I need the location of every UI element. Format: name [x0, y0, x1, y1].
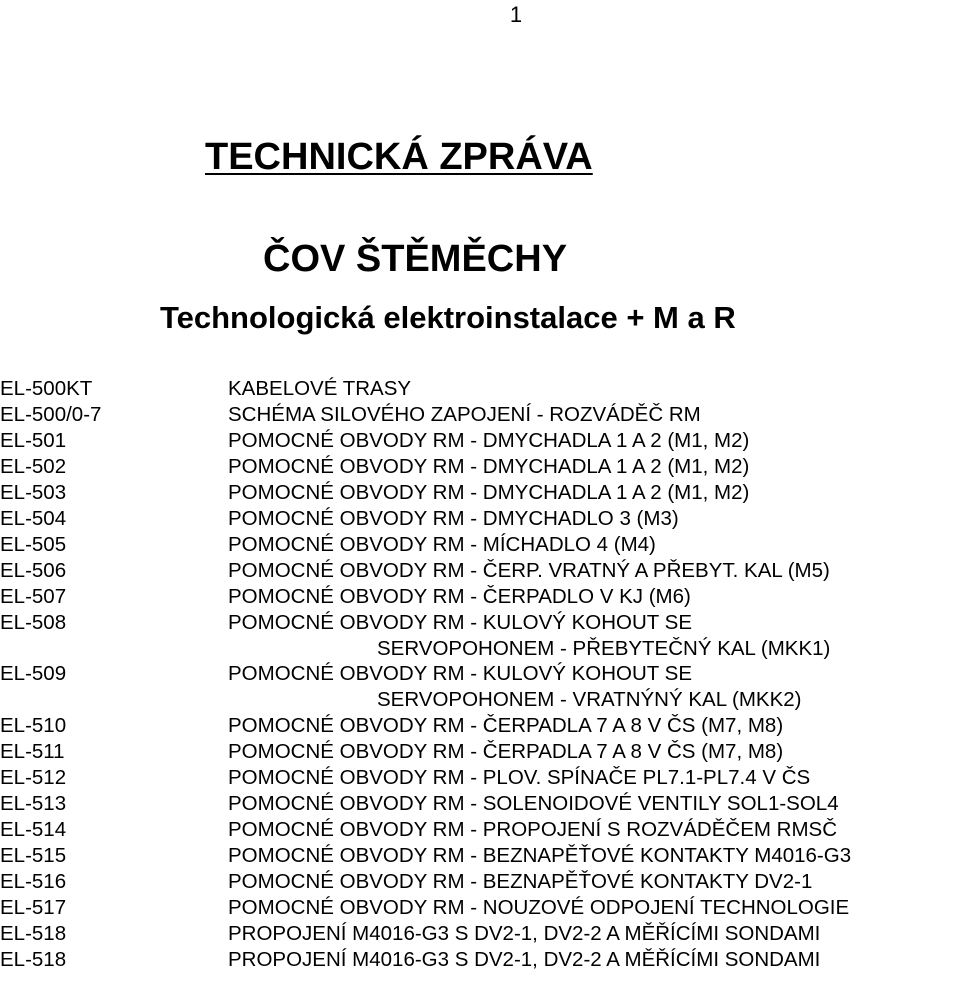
drawing-description [228, 558, 960, 584]
drawing-list [0, 376, 960, 973]
drawing-description-line: POMOCNÉ OBVODY RM - SOLENOIDOVÉ VENTILY SOL1-SOL4 [228, 792, 839, 816]
drawing-row [0, 739, 960, 765]
drawing-description-line: POMOCNÉ OBVODY RM - KULOVÝ KOHOUT SE [228, 662, 692, 686]
drawing-row [0, 765, 960, 791]
drawing-code: EL-517 [0, 896, 67, 920]
project-title: ČOV ŠTĚMĚCHY [263, 238, 568, 280]
drawing-code: EL-511 [0, 740, 65, 764]
drawing-description [228, 739, 960, 765]
drawing-description [228, 765, 960, 791]
drawing-description [228, 402, 960, 428]
drawing-description-line: POMOCNÉ OBVODY RM - BEZNAPĚŤOVÉ KONTAKTY DV2-1 [228, 870, 813, 894]
drawing-row [0, 947, 960, 973]
drawing-row [0, 532, 960, 558]
drawing-description-line: POMOCNÉ OBVODY RM - BEZNAPĚŤOVÉ KONTAKTY M4016-G3 [228, 844, 852, 868]
drawing-row [0, 921, 960, 947]
drawing-description-line: POMOCNÉ OBVODY RM - DMYCHADLO 3 (M3) [228, 506, 679, 530]
drawing-description-line: SCHÉMA SILOVÉHO ZAPOJENÍ - ROZVÁDĚČ RM [228, 402, 701, 426]
drawing-description-line: PROPOJENÍ M4016-G3 S DV2-1, DV2-2 A MĚŘÍCÍMI SONDAMI [228, 922, 821, 946]
drawing-code: EL-510 [0, 714, 67, 738]
drawing-row [0, 428, 960, 454]
drawing-description [228, 921, 960, 947]
drawing-description-line: POMOCNÉ OBVODY RM - ČERP. VRATNÝ A PŘEBYT. KAL (M5) [228, 558, 830, 582]
document-subtitle: Technologická elektroinstalace + M a R [160, 300, 736, 335]
drawing-code: EL-513 [0, 792, 67, 816]
drawing-row [0, 869, 960, 895]
drawing-description-line: POMOCNÉ OBVODY RM - PLOV. SPÍNAČE PL7.1-PL7.4 V ČS [228, 766, 811, 790]
drawing-code: EL-516 [0, 870, 67, 894]
drawing-description [228, 610, 960, 662]
drawing-description-line: POMOCNÉ OBVODY RM - DMYCHADLA 1 A 2 (M1, M2) [228, 428, 750, 452]
drawing-row [0, 843, 960, 869]
drawing-row [0, 817, 960, 843]
drawing-code: EL-508 [0, 610, 67, 634]
drawing-description-line: POMOCNÉ OBVODY RM - PROPOJENÍ S ROZVÁDĚČEM RMSČ [228, 818, 837, 842]
drawing-code: EL-504 [0, 506, 67, 530]
drawing-description-line: POMOCNÉ OBVODY RM - NOUZOVÉ ODPOJENÍ TECHNOLOGIE [228, 896, 850, 920]
drawing-description [228, 869, 960, 895]
drawing-description-line: SERVOPOHONEM - VRATNÝNÝ KAL (MKK2) [377, 688, 802, 712]
drawing-description-line: POMOCNÉ OBVODY RM - KULOVÝ KOHOUT SE [228, 610, 692, 634]
drawing-code: EL-509 [0, 662, 67, 686]
drawing-code: EL-503 [0, 480, 67, 504]
drawing-code: EL-514 [0, 818, 67, 842]
drawing-row [0, 454, 960, 480]
drawing-description [228, 532, 960, 558]
drawing-description-line: POMOCNÉ OBVODY RM - ČERPADLA 7 A 8 V ČS (M7, M8) [228, 740, 784, 764]
drawing-description [228, 584, 960, 610]
drawing-row [0, 610, 960, 662]
drawing-code: EL-502 [0, 454, 67, 478]
drawing-description [228, 376, 960, 402]
drawing-description [228, 428, 960, 454]
drawing-description-line: SERVOPOHONEM - PŘEBYTEČNÝ KAL (MKK1) [377, 636, 831, 660]
drawing-row [0, 402, 960, 428]
document-title: TECHNICKÁ ZPRÁVA [205, 136, 593, 178]
drawing-code: EL-515 [0, 844, 67, 868]
drawing-description [228, 454, 960, 480]
drawing-row [0, 661, 960, 713]
drawing-row [0, 506, 960, 532]
drawing-description-line: PROPOJENÍ M4016-G3 S DV2-1, DV2-2 A MĚŘÍCÍMI SONDAMI [228, 947, 821, 971]
drawing-description [228, 506, 960, 532]
drawing-row [0, 584, 960, 610]
drawing-description-line: POMOCNÉ OBVODY RM - ČERPADLO V KJ (M6) [228, 584, 691, 608]
drawing-code: EL-512 [0, 766, 67, 790]
drawing-code: EL-500KT [0, 377, 93, 400]
drawing-code: EL-501 [0, 428, 67, 452]
drawing-description [228, 713, 960, 739]
page-number: 1 [509, 2, 523, 27]
drawing-row [0, 558, 960, 584]
drawing-row [0, 480, 960, 506]
drawing-code: EL-506 [0, 558, 67, 582]
drawing-description [228, 480, 960, 506]
drawing-row [0, 713, 960, 739]
drawing-description [228, 817, 960, 843]
drawing-description [228, 791, 960, 817]
drawing-row [0, 895, 960, 921]
drawing-description-line: POMOCNÉ OBVODY RM - DMYCHADLA 1 A 2 (M1, M2) [228, 454, 750, 478]
drawing-code: EL-518 [0, 922, 67, 946]
drawing-description [228, 843, 960, 869]
drawing-code: EL-505 [0, 532, 67, 556]
drawing-description [228, 661, 960, 713]
drawing-description [228, 947, 960, 973]
drawing-description-line: KABELOVÉ TRASY [228, 377, 412, 400]
drawing-description-line: POMOCNÉ OBVODY RM - ČERPADLA 7 A 8 V ČS (M7, M8) [228, 714, 784, 738]
drawing-code: EL-518 [0, 947, 67, 971]
drawing-description-line: POMOCNÉ OBVODY RM - DMYCHADLA 1 A 2 (M1, M2) [228, 480, 750, 504]
drawing-row [0, 791, 960, 817]
drawing-description [228, 895, 960, 921]
drawing-description-line: POMOCNÉ OBVODY RM - MÍCHADLO 4 (M4) [228, 532, 656, 556]
drawing-code: EL-507 [0, 584, 67, 608]
drawing-code: EL-500/0-7 [0, 402, 102, 426]
drawing-row [0, 376, 960, 402]
